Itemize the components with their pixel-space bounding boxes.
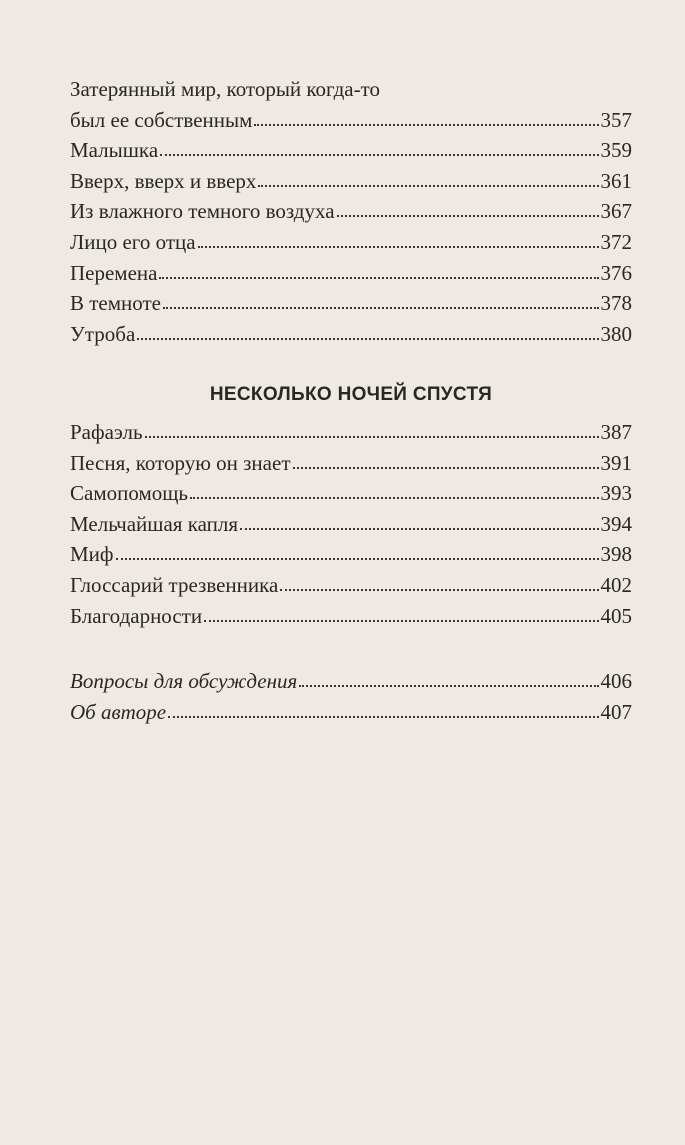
- dot-leader: [204, 602, 598, 623]
- dot-leader: [280, 571, 598, 592]
- toc-page-number: 402: [600, 572, 632, 597]
- dot-leader: [337, 197, 599, 218]
- toc-block-backmatter: [70, 666, 632, 727]
- toc-block-section: [70, 417, 632, 631]
- toc-entry-title: Вверх, вверх и вверх: [70, 168, 257, 193]
- toc-entry: [70, 448, 632, 479]
- toc-page-number: 367: [600, 199, 632, 224]
- dot-leader: [163, 289, 598, 310]
- dot-leader: [159, 259, 598, 280]
- toc-entry: [70, 258, 632, 289]
- toc-entry: [70, 601, 632, 632]
- toc-page-number: 398: [600, 542, 632, 567]
- toc-entry: [70, 417, 632, 448]
- toc-entry: [70, 509, 632, 540]
- toc-entry: [70, 319, 632, 350]
- toc-entry: [70, 288, 632, 319]
- toc-page-number: 376: [600, 260, 632, 285]
- dot-leader: [116, 540, 599, 561]
- section-heading: НЕСКОЛЬКО НОЧЕЙ СПУСТЯ: [209, 384, 493, 405]
- toc-page-number: 378: [600, 291, 632, 316]
- dot-leader: [160, 136, 598, 157]
- toc-page-number: 393: [600, 481, 632, 506]
- toc-page-number: 391: [600, 450, 632, 475]
- toc-entry-title-continuation: Затерянный мир, который когда-то: [70, 77, 381, 101]
- toc-block-chapters: [70, 74, 632, 349]
- toc-entry: [70, 135, 632, 166]
- toc-page-number: 387: [600, 420, 632, 444]
- toc-entry: [70, 227, 632, 258]
- toc-entry-title: Миф: [70, 542, 114, 567]
- dot-leader: [254, 106, 598, 127]
- toc-page-number: 380: [600, 321, 632, 346]
- toc-page-number: 394: [600, 511, 632, 536]
- toc-page-number: 407: [600, 699, 632, 724]
- toc-entry: [70, 105, 632, 136]
- toc-entry-title: Лицо его отца: [70, 229, 196, 254]
- dot-leader: [240, 510, 599, 531]
- dot-leader: [190, 479, 599, 500]
- dot-leader: [293, 449, 599, 470]
- toc-entry: [70, 666, 632, 697]
- toc-page-number: 405: [600, 603, 632, 628]
- toc-entry-title: Вопросы для обсуждения: [70, 669, 298, 693]
- dot-leader: [198, 228, 599, 249]
- toc-entry-title: Утроба: [70, 321, 136, 346]
- toc-entry-title: Малышка: [70, 138, 159, 163]
- toc-entry: [70, 539, 632, 570]
- dot-leader: [258, 167, 598, 188]
- toc-entry-title: Из влажного темного воздуха: [70, 199, 335, 224]
- toc-entry: [70, 166, 632, 197]
- toc-entry-title: Рафаэль: [70, 420, 143, 444]
- toc-entry-title: был ее собственным: [70, 107, 253, 132]
- toc-entry: [70, 570, 632, 601]
- dot-leader: [145, 418, 599, 439]
- toc-page-number: 406: [600, 669, 632, 693]
- toc-page-number: 357: [600, 107, 632, 132]
- toc-entry-title: Песня, которую он знает: [70, 450, 291, 475]
- toc-entry-title: Перемена: [70, 260, 158, 285]
- toc-entry-title: В темноте: [70, 291, 162, 316]
- toc-entry-title: Благодарности: [70, 603, 203, 628]
- toc-entry: [70, 196, 632, 227]
- dot-leader: [168, 698, 598, 719]
- toc-entry-title: Глоссарий трезвенника: [70, 572, 279, 597]
- dot-leader: [137, 320, 598, 341]
- toc-page-number: 359: [600, 138, 632, 163]
- toc-entry-title: Самопомощь: [70, 481, 188, 506]
- toc-page-number: 372: [600, 229, 632, 254]
- toc-entry-title: Об авторе: [70, 699, 167, 724]
- toc-entry-title: Мельчайшая капля: [70, 511, 238, 536]
- toc-page-number: 361: [600, 168, 632, 193]
- toc-entry: [70, 478, 632, 509]
- toc-entry: [70, 697, 632, 728]
- dot-leader: [299, 667, 598, 688]
